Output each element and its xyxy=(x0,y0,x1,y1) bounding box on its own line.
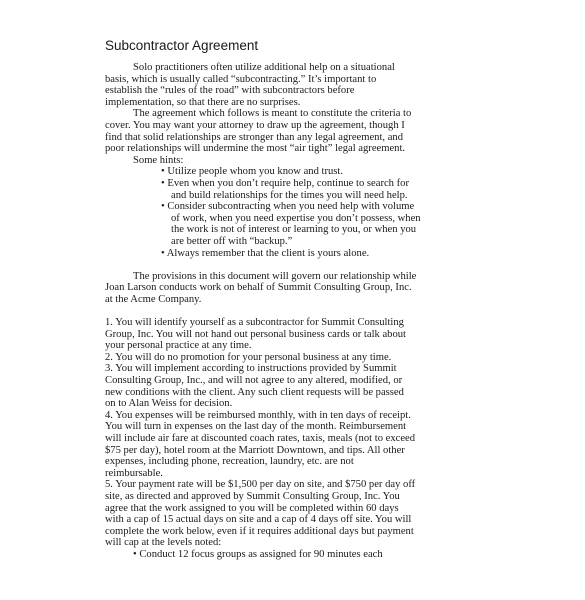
text-line: new conditions with the client. Any such client requests will be passed xyxy=(105,386,404,398)
text-line: • Always remember that the client is yours alone. xyxy=(161,247,370,259)
text-line: The agreement which follows is meant to constitute the criteria to xyxy=(133,108,412,120)
text-line: 1. You will identify yourself as a subcontractor for Summit Consulting xyxy=(105,317,404,329)
text-line: Some hints: xyxy=(133,154,184,166)
blank-line xyxy=(105,259,525,271)
document-title: Subcontractor Agreement xyxy=(105,38,259,53)
text-line: agree that the work assigned to you will be completed within 60 days xyxy=(105,502,399,514)
text-line: of work, when you need expertise you don’t possess, when xyxy=(171,212,421,224)
text-line: expenses, including phone, recreation, laundry, etc. are not xyxy=(105,456,354,468)
text-line: at the Acme Company. xyxy=(105,293,202,305)
text-line: and build relationships for the times you will need help. xyxy=(171,189,408,201)
text-line: establish the “rules of the road” with subcontractors before xyxy=(105,85,355,97)
text-line: Consulting Group, Inc., and will not agree to any altered, modified, or xyxy=(105,375,403,387)
text-line: will cap at the levels noted: xyxy=(105,537,222,549)
text-line: are better off with “backup.” xyxy=(171,235,293,247)
text-line: The provisions in this document will govern our relationship while xyxy=(133,270,417,282)
text-line: 4. You expenses will be reimbursed monthly, with in ten days of receipt. xyxy=(105,409,411,421)
text-line: on to Alan Weiss for decision. xyxy=(105,398,233,410)
text-line: 5. Your payment rate will be $1,500 per day on site, and $750 per day off xyxy=(105,479,416,491)
document-body xyxy=(105,62,525,561)
text-line: Group, Inc. You will not hand out personal business cards or talk about xyxy=(105,328,407,340)
text-line: poor relationships will undermine the most “air tight” legal agreement. xyxy=(105,143,406,155)
text-line: Solo practitioners often utilize additional help on a situational xyxy=(133,62,395,73)
text-line: implementation, so that there are no surprises. xyxy=(105,96,301,108)
text-line: cover. You may want your attorney to draw up the agreement, though I xyxy=(105,119,405,131)
text-line: Joan Larson conducts work on behalf of Summit Consulting Group, Inc. xyxy=(105,282,412,294)
text-line: complete the work below, even if it requires additional days but payment xyxy=(105,525,414,537)
text-line: • Even when you don’t require help, continue to search for xyxy=(161,177,409,189)
text-line: your personal practice at any time. xyxy=(105,340,252,352)
text-line: • Utilize people whom you know and trust. xyxy=(161,166,344,178)
text-line: • Consider subcontracting when you need help with volume xyxy=(161,201,415,213)
text-line: the work is not of interest or learning to you, or when you xyxy=(171,224,417,236)
text-line: with a cap of 15 actual days on site and a cap of 4 days off site. You will xyxy=(105,514,412,526)
text-line: site, as directed and approved by Summit Consulting Group, Inc. You xyxy=(105,490,400,502)
text-line: find that solid relationships are stronger than any legal agreement, and xyxy=(105,131,404,143)
text-line: will include air fare at discounted coach rates, taxis, meals (not to exceed xyxy=(105,433,416,444)
text-line: reimbursable. xyxy=(105,467,163,479)
text-line: 2. You will do no promotion for your personal business at any time. xyxy=(105,351,392,363)
blank-line xyxy=(105,305,525,317)
text-line: • Conduct 12 focus groups as assigned for 90 minutes each xyxy=(133,548,383,560)
text-line: You will turn in expenses on the last day of the month. Reimbursement xyxy=(105,421,407,433)
text-line: basis, which is usually called “subcontracting.” It’s important to xyxy=(105,73,377,85)
text-line: $75 per day), hotel room at the Marriott Downtown, and tips. All other xyxy=(105,444,405,456)
text-line: 3. You will implement according to instructions provided by Summit xyxy=(105,363,397,375)
